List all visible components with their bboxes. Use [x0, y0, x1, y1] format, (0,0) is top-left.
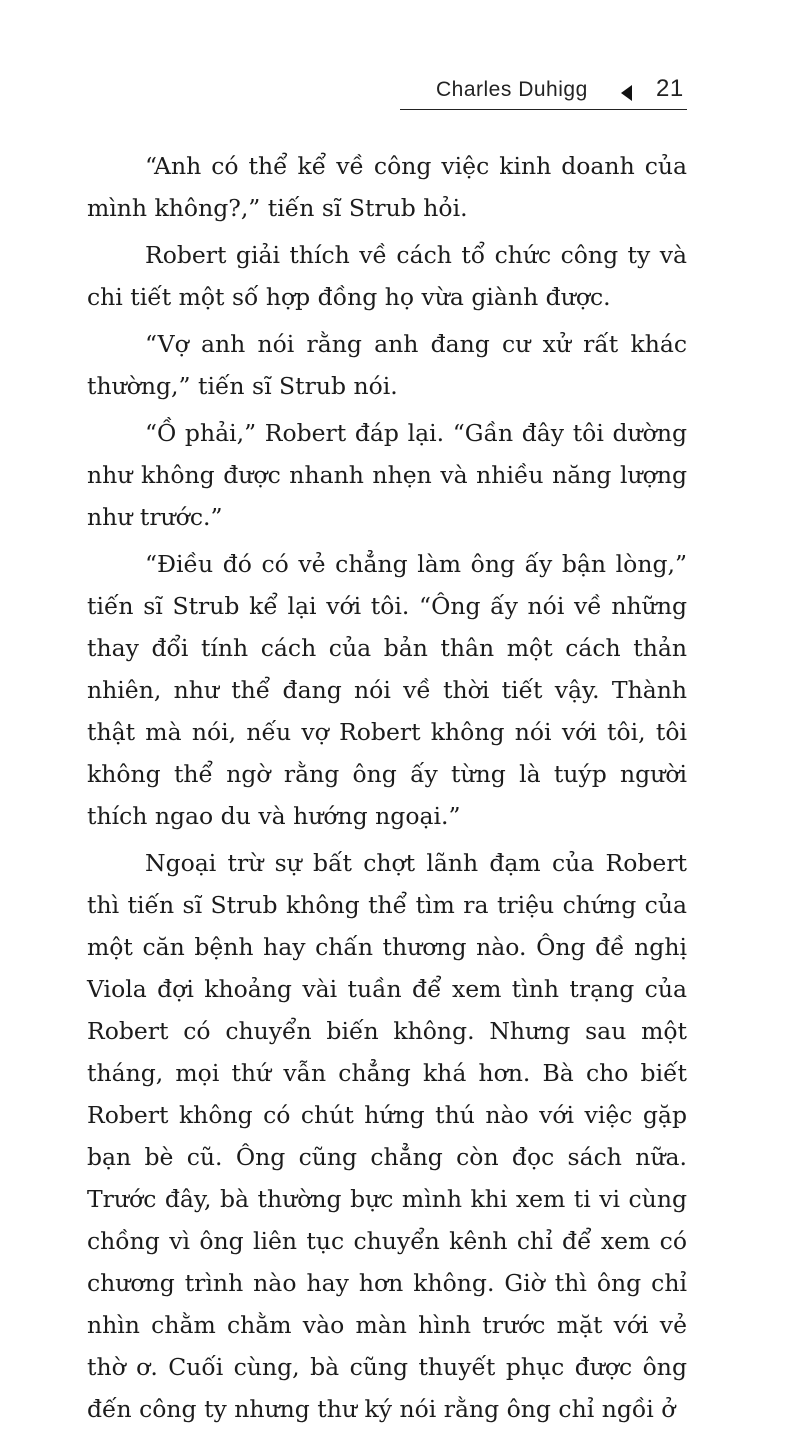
- paragraph: “Anh có thể kể về công việc kinh doanh của mình không?,” tiến sĩ Strub hỏi.: [87, 152, 687, 222]
- author-name: Charles Duhigg: [436, 78, 588, 101]
- running-head: [400, 72, 687, 112]
- header-rule: [400, 109, 687, 110]
- paragraph: “Ồ phải,” Robert đáp lại. “Gần đây tôi dường như không được nhanh nhẹn và nhiều năng lượng như trước.”: [87, 419, 687, 531]
- paragraph: “Vợ anh nói rằng anh đang cư xử rất khác thường,” tiến sĩ Strub nói.: [87, 330, 687, 400]
- page-number: 21: [656, 75, 684, 102]
- body-text: [87, 145, 687, 1430]
- paragraph: Robert giải thích về cách tổ chức công ty và chi tiết một số hợp đồng họ vừa giành được.: [87, 241, 687, 311]
- paragraph: Ngoại trừ sự bất chợt lãnh đạm của Robert thì tiến sĩ Strub không thể tìm ra triệu chứng của một căn bệnh hay chấn thương nào. Ông đề nghị Viola đợi khoảng vài tuần để xem tình trạng của Robert có chuyển biến không. Nhưng sau một tháng, mọi thứ vẫn chẳng khá hơn. Bà cho biết Robert không có chút hứng thú nào với việc gặp bạn bè cũ. Ông cũng chẳng còn đọc sách nữa. Trước đây, bà thường bực mình khi xem ti vi cùng chồng vì ông liên tục chuyển kênh chỉ để xem có chương trình nào hay hơn không. Giờ thì ông chỉ nhìn chằm chằm vào màn hình trước mặt với vẻ thờ ơ. Cuối cùng, bà cũng thuyết phục được ông đến công ty nhưng thư ký nói rằng ông chỉ ngồi ở: [87, 849, 687, 1423]
- paragraph: “Điều đó có vẻ chẳng làm ông ấy bận lòng,” tiến sĩ Strub kể lại với tôi. “Ông ấy nói về những thay đổi tính cách của bản thân một cách thản nhiên, như thể đang nói về thời tiết vậy. Thành thật mà nói, nếu vợ Robert không nói với tôi, tôi không thể ngờ rằng ông ấy từng là tuýp người thích ngao du và hướng ngoại.”: [87, 550, 687, 830]
- triangle-left-icon: [621, 85, 632, 101]
